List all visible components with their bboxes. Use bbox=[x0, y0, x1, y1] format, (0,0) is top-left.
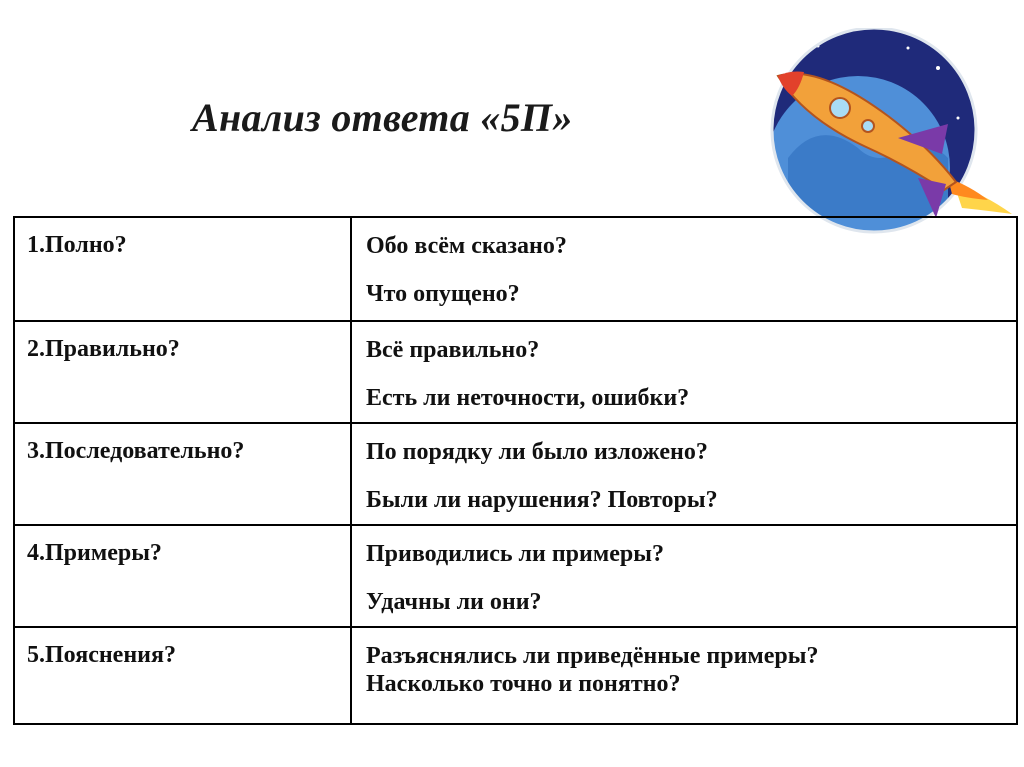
question-text: Что опущено? bbox=[366, 281, 520, 307]
table-row bbox=[15, 524, 1016, 626]
slide-title: Анализ ответа «5П» bbox=[192, 95, 573, 140]
column-divider bbox=[350, 424, 352, 524]
question-text: Обо всём сказано? bbox=[366, 233, 567, 259]
table-row bbox=[15, 422, 1016, 524]
question-text: По порядку ли было изложено? bbox=[366, 439, 708, 465]
questions-cell bbox=[366, 232, 567, 308]
question-text: Разъяснялись ли приведённые примеры? bbox=[366, 643, 819, 669]
column-divider bbox=[350, 526, 352, 626]
rocket-illustration bbox=[748, 28, 1018, 238]
question-text: Были ли нарушения? Повторы? bbox=[366, 487, 718, 513]
column-divider bbox=[350, 218, 352, 320]
table-row bbox=[15, 626, 1016, 723]
question-text: Удачны ли они? bbox=[366, 589, 542, 615]
criterion-cell: 4.Примеры? bbox=[27, 540, 162, 566]
criterion-cell: 2.Правильно? bbox=[27, 336, 180, 362]
question-text: Всё правильно? bbox=[366, 337, 540, 363]
rocket-icon bbox=[748, 28, 1018, 238]
question-text: Приводились ли примеры? bbox=[366, 541, 664, 567]
column-divider bbox=[350, 322, 352, 422]
analysis-table bbox=[13, 216, 1018, 725]
questions-cell bbox=[366, 336, 689, 412]
criterion-cell: 3.Последовательно? bbox=[27, 438, 245, 464]
questions-cell bbox=[366, 438, 718, 514]
table-row bbox=[15, 218, 1016, 320]
table-row bbox=[15, 320, 1016, 422]
question-text: Есть ли неточности, ошибки? bbox=[366, 385, 690, 411]
criterion-cell: 5.Пояснения? bbox=[27, 642, 176, 668]
column-divider bbox=[350, 628, 352, 723]
question-text: Насколько точно и понятно? bbox=[366, 671, 681, 697]
criterion-cell: 1.Полно? bbox=[27, 232, 127, 258]
questions-cell bbox=[366, 642, 819, 698]
questions-cell bbox=[366, 540, 664, 616]
